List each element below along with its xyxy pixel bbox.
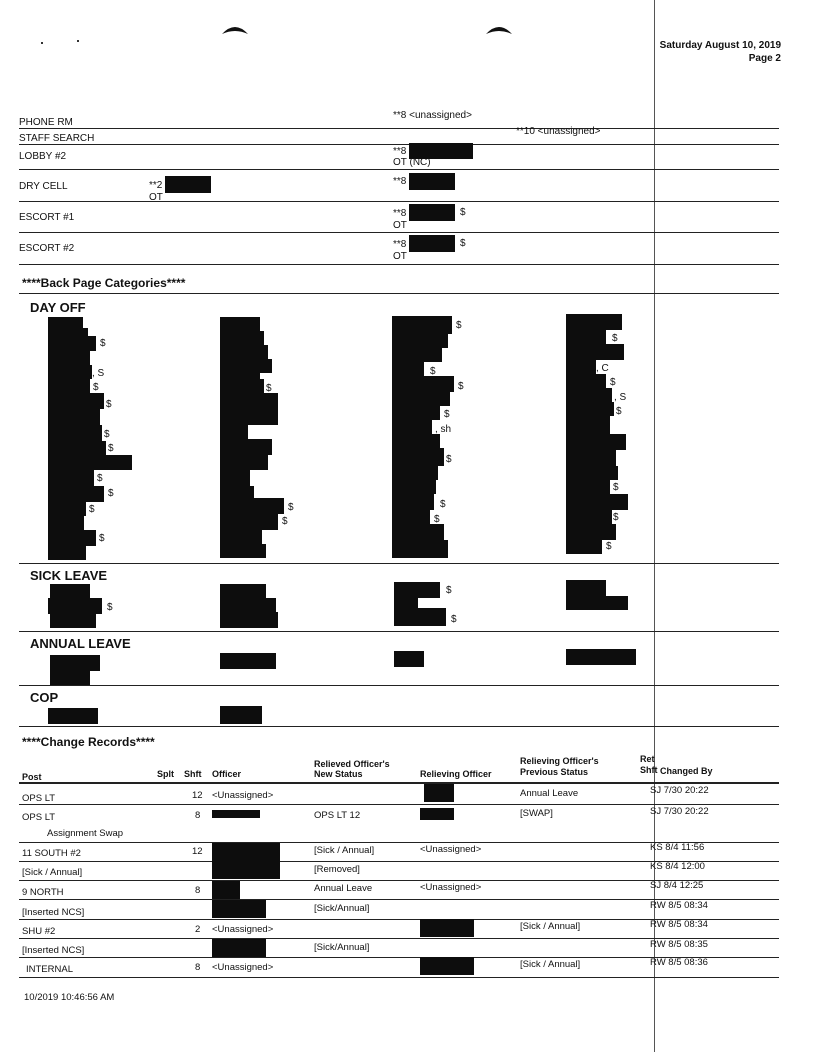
redacted-officer bbox=[220, 498, 284, 514]
col-header-previous-1: Relieving Officer's bbox=[520, 756, 599, 766]
redacted-officer bbox=[566, 314, 622, 330]
change-officer: <Unassigned> bbox=[212, 790, 274, 801]
redacted-officer bbox=[48, 502, 86, 516]
redacted-relieving-officer bbox=[424, 784, 454, 802]
back-page-title: ****Back Page Categories**** bbox=[22, 276, 186, 290]
redacted-officer bbox=[394, 582, 440, 598]
redacted-officer bbox=[220, 470, 250, 486]
change-previous-status: Annual Leave bbox=[520, 788, 579, 799]
redacted-officer bbox=[392, 406, 440, 420]
day-off-mark: , sh bbox=[435, 424, 452, 435]
redacted-officer bbox=[220, 706, 262, 724]
redacted-officer bbox=[392, 348, 442, 362]
change-shift: 8 bbox=[195, 810, 201, 821]
change-shift: 2 bbox=[195, 924, 201, 935]
change-shift: 12 bbox=[192, 846, 203, 857]
day-off-mark: $ bbox=[288, 502, 294, 513]
post-assignment: **8 bbox=[393, 239, 407, 250]
redacted-officer bbox=[50, 614, 96, 628]
change-changed-by: SJ 7/30 20:22 bbox=[650, 806, 709, 817]
redacted-officer bbox=[48, 409, 100, 425]
day-off-mark: $ bbox=[434, 514, 440, 525]
redacted-officer bbox=[566, 360, 596, 374]
change-shift: 8 bbox=[195, 885, 201, 896]
col-header-split: Splt bbox=[157, 769, 174, 779]
change-changed-by: KS 8/4 12:00 bbox=[650, 861, 705, 872]
change-post: INTERNAL bbox=[26, 964, 73, 975]
page-crease bbox=[654, 0, 655, 1052]
redacted-officer bbox=[48, 486, 104, 502]
day-off-mark: $ bbox=[444, 409, 450, 420]
section-divider bbox=[19, 293, 779, 294]
col-header-officer: Officer bbox=[212, 769, 242, 779]
redacted-officer bbox=[392, 362, 424, 376]
change-changed-by: RW 8/5 08:36 bbox=[650, 957, 708, 968]
redacted-officer bbox=[48, 317, 83, 328]
day-off-mark: $ bbox=[100, 338, 106, 349]
redacted-officer bbox=[566, 466, 618, 480]
change-previous-status: [SWAP] bbox=[520, 808, 553, 819]
change-new-status: [Sick/Annual] bbox=[314, 942, 370, 953]
day-off-mark: $ bbox=[430, 366, 436, 377]
redacted-officer bbox=[392, 510, 430, 524]
redacted-relieving-officer bbox=[420, 957, 474, 975]
category-annual-leave: ANNUAL LEAVE bbox=[30, 636, 131, 651]
redacted-officer bbox=[394, 608, 446, 626]
category-day-off: DAY OFF bbox=[30, 300, 86, 315]
redacted-officer bbox=[566, 416, 610, 434]
redacted-officer bbox=[220, 584, 266, 598]
redacted-officer bbox=[220, 379, 264, 393]
change-changed-by: KS 8/4 11:56 bbox=[650, 842, 705, 853]
redacted-officer bbox=[392, 466, 438, 480]
post-name: LOBBY #2 bbox=[19, 151, 67, 162]
redacted-officer bbox=[220, 653, 276, 669]
change-changed-by: RW 8/5 08:35 bbox=[650, 939, 708, 950]
day-off-mark: $ bbox=[613, 482, 619, 493]
post-assignment: **8 <unassigned> bbox=[393, 110, 472, 121]
col-header-ret-2: Shft bbox=[640, 765, 658, 775]
row-divider bbox=[19, 977, 779, 978]
print-timestamp: 10/2019 10:46:56 AM bbox=[24, 992, 115, 1003]
col-header-post: Post bbox=[22, 772, 42, 782]
redacted-officer bbox=[48, 351, 90, 365]
redacted-officer bbox=[220, 317, 260, 331]
day-off-mark: $ bbox=[106, 399, 112, 410]
change-officer: <Unassigned> bbox=[212, 924, 274, 935]
post-assignment-note: OT bbox=[393, 220, 407, 231]
dollar-mark: $ bbox=[460, 207, 466, 218]
day-off-mark: $ bbox=[93, 382, 99, 393]
redacted-officer bbox=[566, 649, 636, 665]
redacted-officer bbox=[212, 861, 280, 879]
redacted-officer bbox=[409, 235, 455, 252]
redacted-officer bbox=[566, 374, 606, 388]
redacted-officer bbox=[48, 530, 96, 546]
change-previous-status: [Sick / Annual] bbox=[520, 921, 581, 932]
redacted-officer bbox=[50, 671, 90, 685]
change-shift: 8 bbox=[195, 962, 201, 973]
day-off-mark: , S bbox=[92, 368, 105, 379]
post-name: ESCORT #2 bbox=[19, 243, 75, 254]
change-post: OPS LT bbox=[22, 793, 56, 804]
post-assignment-note: OT (NC) bbox=[393, 157, 431, 168]
change-changed-by: RW 8/5 08:34 bbox=[650, 900, 708, 911]
redacted-officer bbox=[392, 480, 436, 494]
change-post: 11 SOUTH #2 bbox=[22, 848, 81, 859]
change-changed-by: RW 8/5 08:34 bbox=[650, 919, 708, 930]
row-divider bbox=[19, 144, 779, 145]
post-assignment: **8 bbox=[393, 176, 407, 187]
redacted-relieving-officer bbox=[420, 808, 454, 820]
change-relieving-officer: <Unassigned> bbox=[420, 844, 482, 855]
redacted-officer bbox=[394, 598, 418, 608]
post-assignment: **2 bbox=[149, 180, 163, 191]
day-off-mark: $ bbox=[104, 429, 110, 440]
change-post: SHU #2 bbox=[22, 926, 56, 937]
redacted-officer bbox=[220, 598, 276, 612]
header-rule bbox=[19, 782, 779, 784]
redacted-officer bbox=[566, 330, 606, 344]
redacted-officer bbox=[50, 655, 100, 671]
row-divider bbox=[19, 804, 779, 805]
redacted-officer bbox=[212, 939, 266, 957]
punch-hole-mark-right bbox=[484, 22, 514, 36]
row-divider bbox=[19, 169, 779, 170]
redacted-officer bbox=[409, 173, 455, 190]
day-off-mark: $ bbox=[89, 504, 95, 515]
change-shift: 12 bbox=[192, 790, 203, 801]
redacted-officer bbox=[392, 434, 440, 448]
redacted-officer bbox=[392, 540, 448, 558]
redacted-officer bbox=[392, 316, 452, 334]
redacted-officer bbox=[392, 448, 444, 466]
speck bbox=[41, 42, 43, 44]
section-divider bbox=[19, 563, 779, 564]
change-post: [Sick / Annual] bbox=[22, 867, 83, 878]
col-header-changed-by: Changed By bbox=[660, 766, 713, 776]
redacted-officer bbox=[566, 434, 626, 450]
redacted-officer bbox=[566, 480, 610, 494]
day-off-mark: $ bbox=[612, 333, 618, 344]
post-name: DRY CELL bbox=[19, 181, 68, 192]
redacted-officer bbox=[212, 810, 260, 818]
col-header-relieved-1: Relieved Officer's bbox=[314, 759, 390, 769]
redacted-officer bbox=[48, 470, 94, 486]
redacted-officer bbox=[220, 486, 254, 498]
change-new-status: OPS LT 12 bbox=[314, 810, 361, 821]
change-new-status: Annual Leave bbox=[314, 883, 373, 894]
change-previous-status: [Sick / Annual] bbox=[520, 959, 581, 970]
dollar-mark: $ bbox=[460, 238, 466, 249]
col-header-shift: Shft bbox=[184, 769, 202, 779]
redacted-officer bbox=[48, 598, 102, 614]
row-divider bbox=[19, 128, 779, 129]
day-off-mark: $ bbox=[606, 541, 612, 552]
day-off-mark: $ bbox=[446, 454, 452, 465]
redacted-officer bbox=[566, 596, 628, 610]
category-sick-leave: SICK LEAVE bbox=[30, 568, 108, 583]
redacted-officer bbox=[48, 379, 90, 393]
redacted-officer bbox=[212, 843, 280, 861]
redacted-officer bbox=[48, 516, 84, 530]
change-sub-note: Assignment Swap bbox=[47, 828, 124, 839]
redacted-officer bbox=[212, 900, 266, 918]
change-records-title: ****Change Records**** bbox=[22, 735, 155, 749]
col-header-relieved-2: New Status bbox=[314, 769, 363, 779]
redacted-officer bbox=[220, 393, 278, 409]
change-new-status: [Sick/Annual] bbox=[314, 903, 370, 914]
redacted-officer bbox=[220, 425, 248, 439]
page-number: Page 2 bbox=[748, 53, 781, 64]
post-assignment: **8 bbox=[393, 146, 407, 157]
day-off-mark: $ bbox=[458, 381, 464, 392]
row-divider bbox=[19, 232, 779, 233]
redacted-officer bbox=[48, 455, 132, 470]
day-off-mark: $ bbox=[108, 488, 114, 499]
day-off-mark: $ bbox=[99, 533, 105, 544]
redacted-officer bbox=[220, 345, 268, 359]
section-divider bbox=[19, 631, 779, 632]
day-off-mark: $ bbox=[108, 443, 114, 454]
redacted-officer bbox=[220, 514, 278, 530]
sick-mark: $ bbox=[451, 614, 457, 625]
day-off-mark: $ bbox=[610, 377, 616, 388]
col-header-previous-2: Previous Status bbox=[520, 767, 589, 777]
day-off-mark: $ bbox=[616, 406, 622, 417]
redacted-officer bbox=[48, 336, 96, 351]
post-name: PHONE RM bbox=[19, 117, 73, 128]
col-header-ret-1: Ret bbox=[640, 754, 655, 764]
report-date: Saturday August 10, 2019 bbox=[659, 40, 781, 51]
redacted-officer bbox=[392, 392, 450, 406]
redacted-officer bbox=[566, 524, 616, 540]
redacted-officer bbox=[48, 393, 104, 409]
redacted-officer bbox=[392, 494, 434, 510]
redacted-officer bbox=[48, 441, 106, 455]
change-post: [Inserted NCS] bbox=[22, 945, 85, 956]
day-off-mark: $ bbox=[97, 473, 103, 484]
post-assignment: **8 bbox=[393, 208, 407, 219]
col-header-relieving: Relieving Officer bbox=[420, 769, 492, 779]
post-assignment-note: OT bbox=[393, 251, 407, 262]
post-name: STAFF SEARCH bbox=[19, 133, 95, 144]
change-post: [Inserted NCS] bbox=[22, 907, 85, 918]
redacted-officer bbox=[220, 439, 272, 455]
day-off-mark: $ bbox=[613, 512, 619, 523]
redacted-officer bbox=[566, 402, 614, 416]
redacted-officer bbox=[392, 524, 444, 540]
redacted-officer bbox=[50, 584, 90, 598]
change-post: 9 NORTH bbox=[22, 887, 64, 898]
redacted-officer bbox=[220, 544, 266, 558]
sick-mark: $ bbox=[446, 585, 452, 596]
redacted-officer bbox=[48, 425, 102, 441]
redacted-officer bbox=[220, 612, 278, 628]
redacted-officer bbox=[566, 388, 612, 402]
row-divider bbox=[19, 201, 779, 202]
redacted-officer bbox=[48, 708, 98, 724]
redacted-officer bbox=[220, 455, 268, 470]
redacted-officer bbox=[48, 546, 86, 560]
redacted-officer bbox=[165, 176, 211, 193]
change-changed-by: SJ 8/4 12:25 bbox=[650, 880, 704, 891]
redacted-officer bbox=[220, 359, 272, 373]
redacted-officer bbox=[566, 494, 628, 510]
day-off-mark: $ bbox=[440, 499, 446, 510]
redacted-officer bbox=[566, 344, 624, 360]
post-assignment: **10 <unassigned> bbox=[516, 126, 601, 137]
change-new-status: [Removed] bbox=[314, 864, 360, 875]
redacted-officer bbox=[392, 420, 432, 434]
redacted-officer bbox=[48, 365, 92, 379]
section-divider bbox=[19, 685, 779, 686]
redacted-officer bbox=[566, 580, 606, 596]
speck bbox=[77, 40, 79, 42]
change-post: OPS LT bbox=[22, 812, 56, 823]
redacted-officer bbox=[220, 409, 278, 425]
change-officer: <Unassigned> bbox=[212, 962, 274, 973]
change-changed-by: SJ 7/30 20:22 bbox=[650, 785, 709, 796]
day-off-mark: , S bbox=[614, 392, 627, 403]
post-name: ESCORT #1 bbox=[19, 212, 75, 223]
punch-hole-mark-left bbox=[220, 22, 250, 36]
redacted-officer bbox=[409, 204, 455, 221]
day-off-mark: $ bbox=[456, 320, 462, 331]
day-off-mark: $ bbox=[282, 516, 288, 527]
redacted-officer bbox=[220, 331, 264, 345]
post-assignment-note: OT bbox=[149, 192, 163, 203]
row-divider bbox=[19, 264, 779, 265]
redacted-officer bbox=[566, 510, 612, 524]
redacted-officer bbox=[566, 450, 616, 466]
day-off-mark: , C bbox=[596, 363, 609, 374]
redacted-officer bbox=[394, 651, 424, 667]
redacted-officer bbox=[220, 530, 262, 544]
day-off-mark: $ bbox=[266, 383, 272, 394]
sick-mark: $ bbox=[107, 602, 113, 613]
redacted-officer bbox=[392, 376, 454, 392]
redacted-officer bbox=[212, 881, 240, 899]
category-cop: COP bbox=[30, 690, 59, 705]
redacted-officer bbox=[392, 334, 448, 348]
redacted-relieving-officer bbox=[420, 919, 474, 937]
change-relieving-officer: <Unassigned> bbox=[420, 882, 482, 893]
section-divider bbox=[19, 726, 779, 727]
change-new-status: [Sick / Annual] bbox=[314, 845, 375, 856]
redacted-officer bbox=[566, 540, 602, 554]
